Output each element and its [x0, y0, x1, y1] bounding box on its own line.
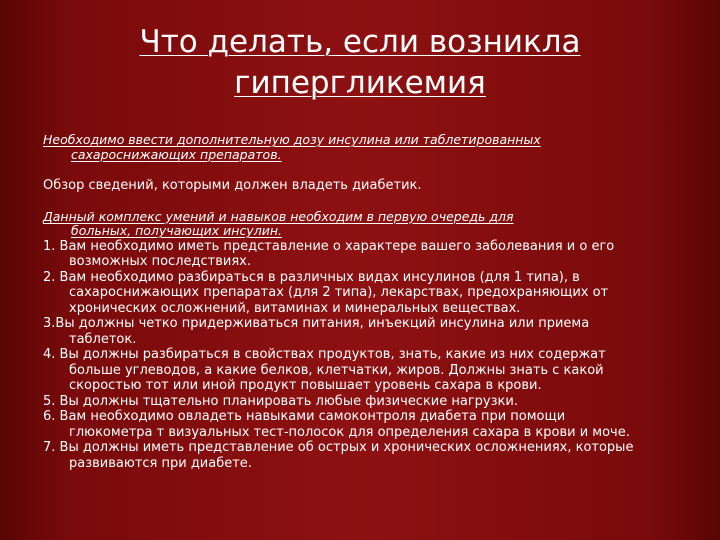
complex-line-1: Данный комплекс умений и навыков необходим в первую очередь для — [43, 208, 514, 224]
list-item-line: 1. Вам необходимо иметь представление о характере вашего заболевания и о его — [43, 238, 615, 254]
list-item-line: больше углеводов, а какие белков, клетчатки, жиров. Должны знать с какой — [69, 362, 604, 378]
list-item — [43, 440, 683, 471]
list-item-line: 7. Вы должны иметь представление об острых и хронических осложнениях, которые — [43, 440, 634, 455]
list-item-line: 2. Вам необходимо разбираться в различных видах инсулинов (для 1 типа), в — [43, 269, 580, 285]
list-item-line: возможных последствиях. — [69, 254, 251, 269]
overview-paragraph: Обзор сведений, которыми должен владеть диабетик. — [43, 178, 422, 193]
title-line-1: Что делать, если возникла — [139, 24, 581, 60]
list-item-line: таблеток. — [69, 331, 137, 347]
list-item-line: сахароснижающих препаратах (для 2 типа), лекарствах, предохраняющих от — [69, 285, 609, 300]
list-item-line: глюкометра т визуальных тест-полосок для определения сахара в крови и моче. — [69, 424, 630, 440]
list-item — [43, 316, 683, 347]
list-item-line: 4. Вы должны разбираться в свойствах продуктов, знать, какие из них содержат — [43, 347, 606, 362]
numbered-list — [43, 239, 683, 472]
list-item — [43, 270, 683, 317]
intro-line-2: сахароснижающих препаратов. — [71, 146, 282, 162]
intro-line-1: Необходимо ввести дополнительную дозу инсулина или таблетированных — [43, 132, 541, 147]
intro-paragraph — [43, 133, 683, 162]
complex-line-2: больных, получающих инсулин. — [71, 223, 282, 238]
list-item — [43, 409, 683, 440]
list-item — [43, 347, 683, 394]
list-item-line: 3.Вы должны четко придерживаться питания, инъекций инсулина или приема — [43, 316, 590, 331]
slide-body — [43, 133, 683, 471]
title-line-2: гипергликемия — [234, 65, 486, 101]
list-item-line: скоростью тот или иной продукт повышает уровень сахара в крови. — [69, 378, 542, 393]
list-item-line: 6. Вам необходимо овладеть навыками самоконтроля диабета при помощи — [43, 409, 566, 424]
list-item-line: хронических осложнений, витаминах и минеральных веществах. — [69, 300, 521, 316]
list-item-line: 5. Вы должны тщательно планировать любые физические нагрузки. — [43, 393, 518, 409]
list-item — [43, 394, 683, 410]
list-item — [43, 239, 683, 270]
slide-title — [120, 22, 600, 104]
list-item-line: развиваются при диабете. — [69, 455, 252, 471]
complex-paragraph — [43, 210, 683, 239]
